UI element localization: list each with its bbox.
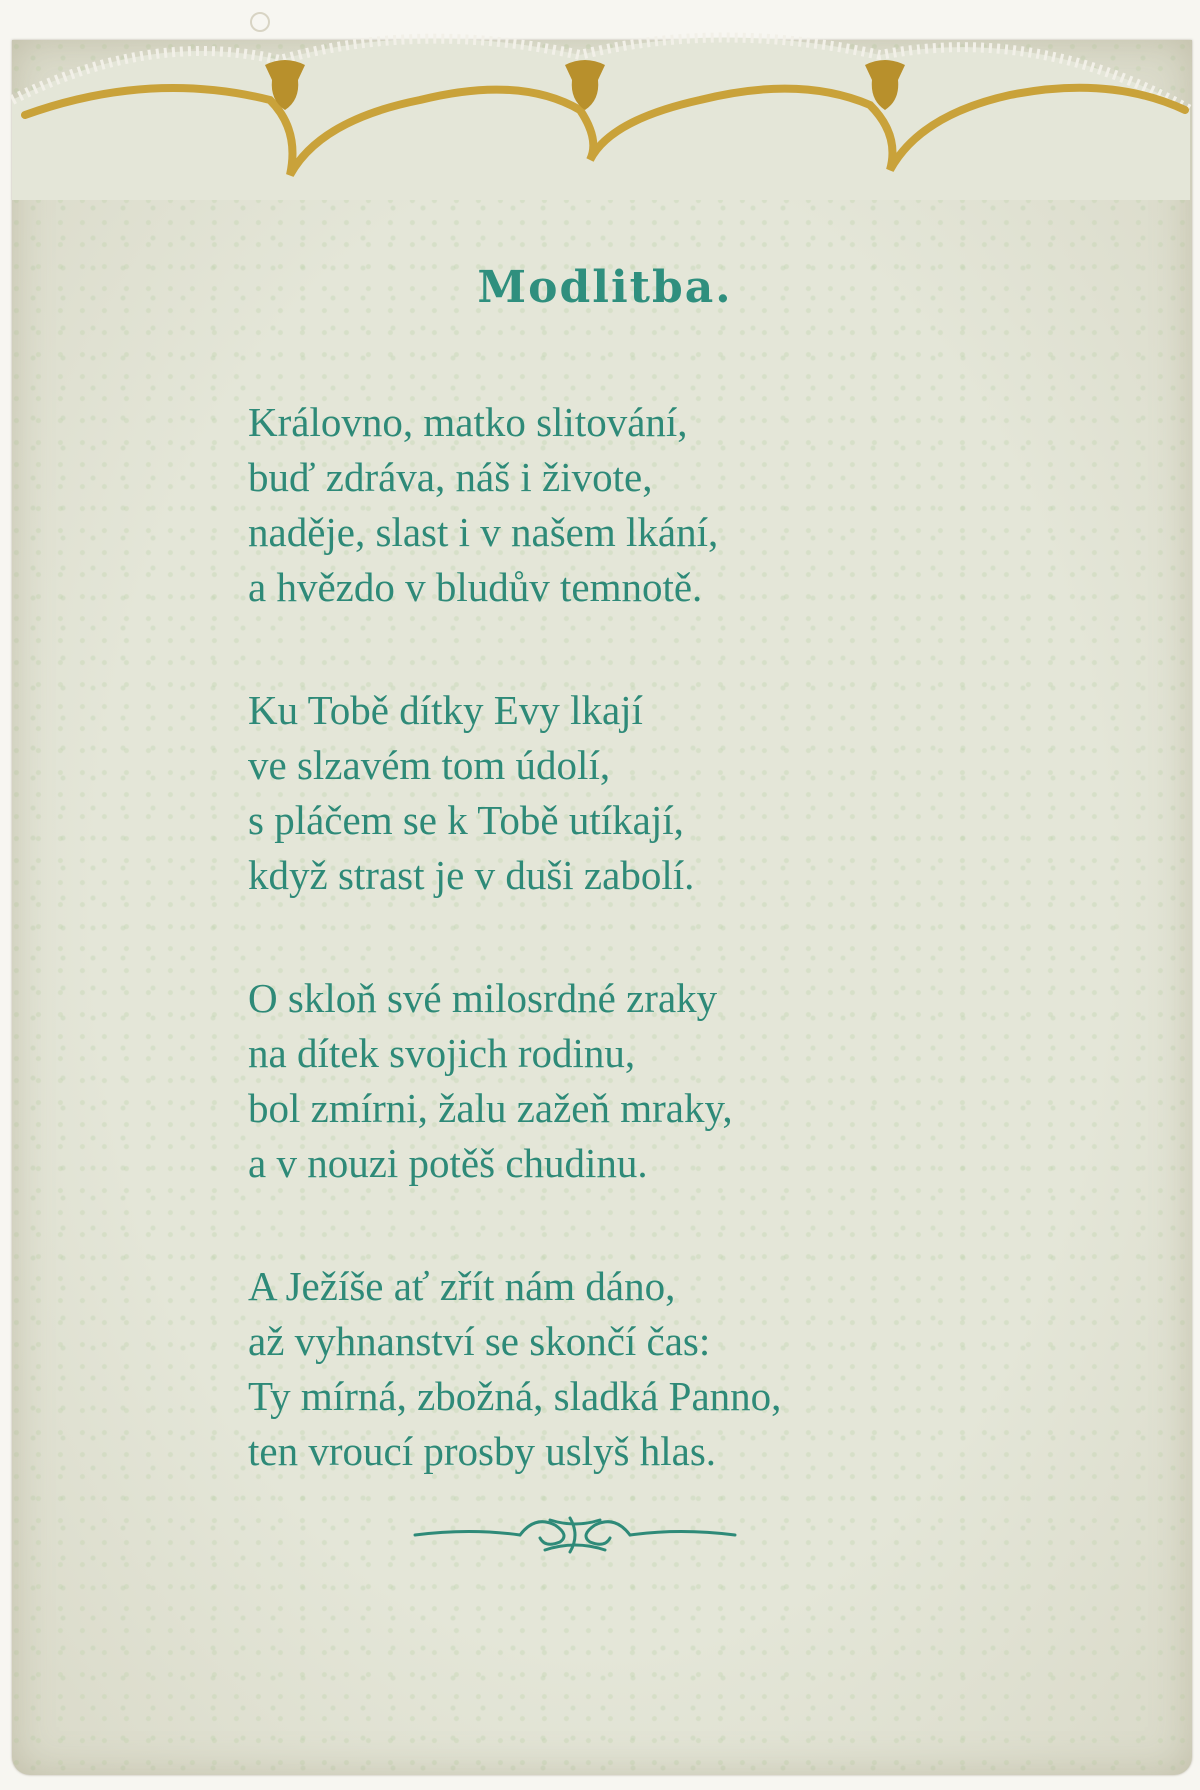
poem-line: a hvězdo v bludův temnotě.	[248, 564, 703, 610]
poem-line: ve slzavém tom údolí,	[248, 742, 611, 788]
stanza-2	[248, 683, 1108, 903]
poem-line: bol zmírni, žalu zažeň mraky,	[248, 1085, 733, 1131]
poem-line: s pláčem se k Tobě utíkají,	[248, 797, 684, 843]
stanza-4	[248, 1259, 1108, 1479]
poem-line: na dítek svojich rodinu,	[248, 1030, 636, 1076]
stanza-1	[248, 395, 1108, 615]
flourish-divider-icon	[410, 1510, 740, 1560]
page-title: Modlitba.	[477, 262, 733, 313]
poem-line: A Ježíše ať zřít nám dáno,	[248, 1263, 676, 1309]
poem-line: a v nouzi potěš chudinu.	[248, 1140, 648, 1186]
poem-line: když strast je v duši zabolí.	[248, 852, 695, 898]
gold-scalloped-border-icon	[0, 0, 1200, 200]
poem-line: naděje, slast i v našem lkání,	[248, 509, 719, 555]
poem-line: Královno, matko slitování,	[248, 399, 688, 445]
stanza-3	[248, 971, 1108, 1191]
poem-line: až vyhnanství se skončí čas:	[248, 1318, 711, 1364]
poem-line: ten vroucí prosby uslyš hlas.	[248, 1428, 717, 1474]
poem-body	[248, 395, 1108, 1547]
poem-line: buď zdráva, náš i živote,	[248, 454, 653, 500]
poem-line: O skloň své milosrdné zraky	[248, 975, 718, 1021]
poem-line: Ku Tobě dítky Evy lkají	[248, 687, 643, 733]
poem-line: Ty mírná, zbožná, sladká Panno,	[248, 1373, 782, 1419]
